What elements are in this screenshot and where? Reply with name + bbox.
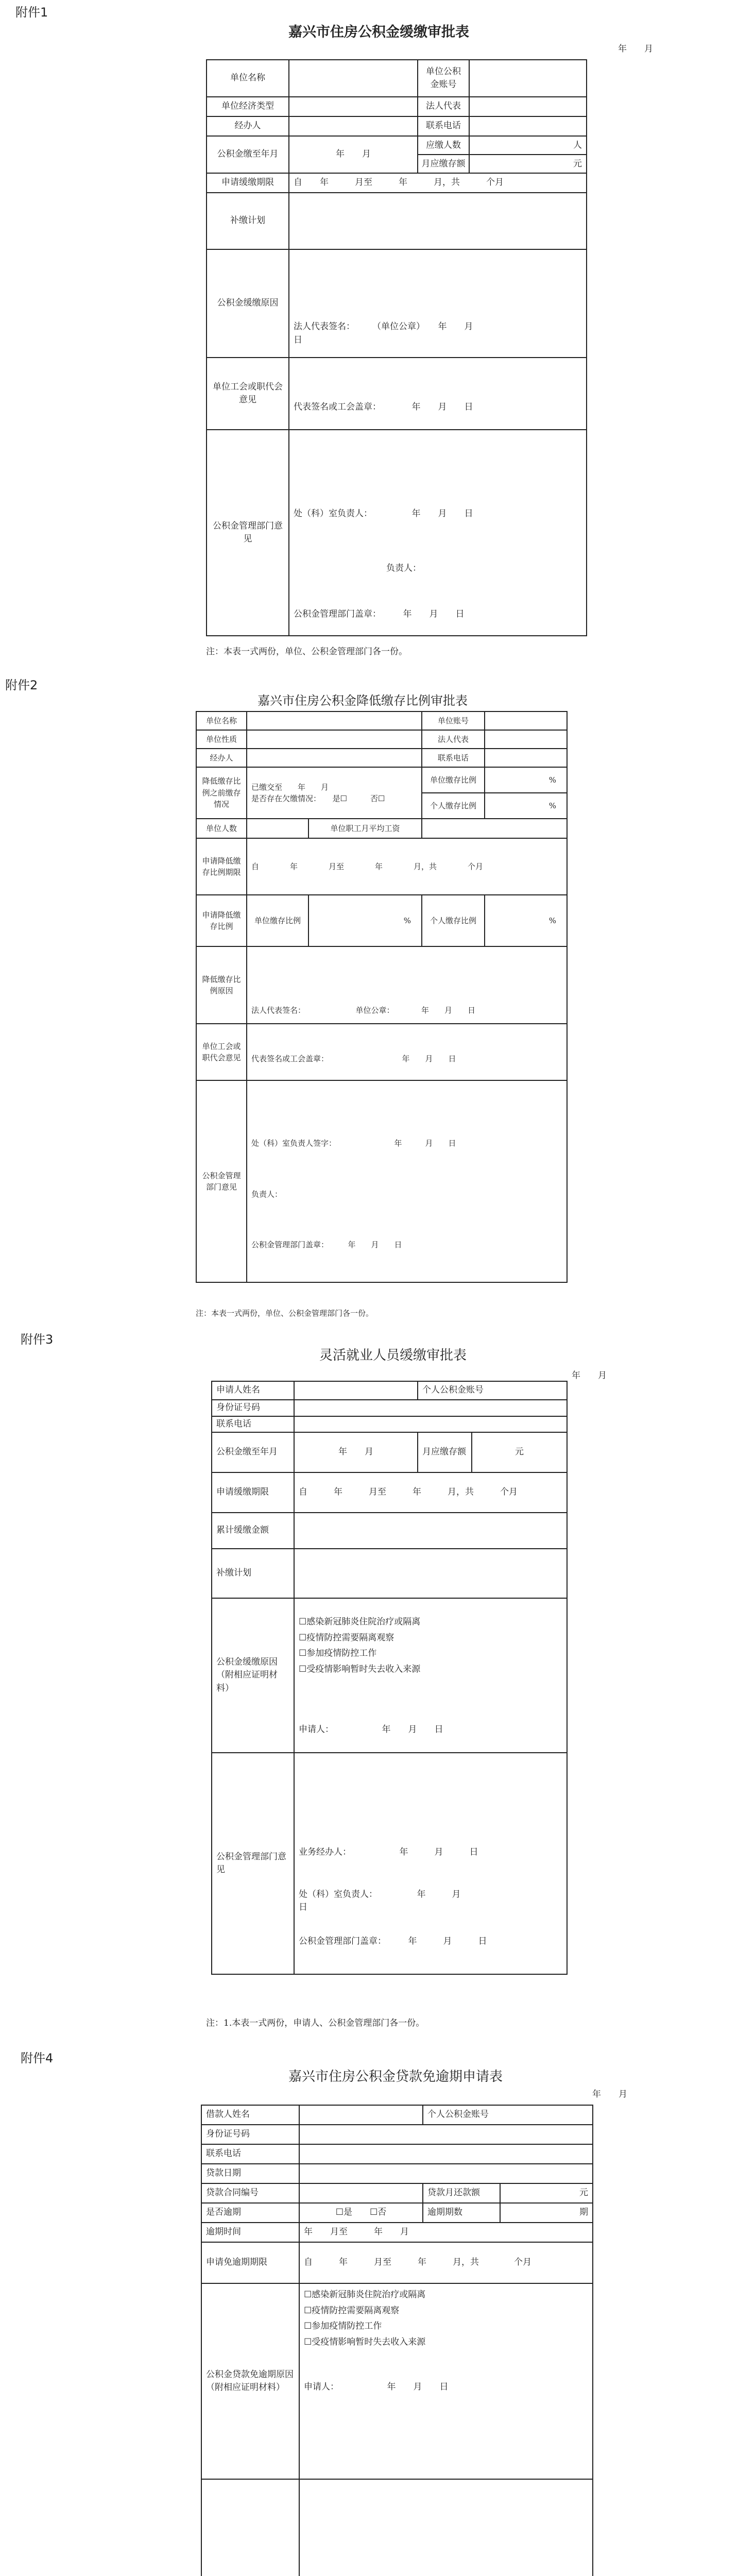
handler-label: 经办人	[207, 116, 289, 136]
attachment-4-label: 附件4	[21, 2051, 54, 2065]
applicant-label: 申请人姓名	[212, 1381, 294, 1400]
form-3-title: 灵活就业人员缓缴审批表	[319, 1348, 467, 1363]
form-1-title: 嘉兴市住房公积金缓缴审批表	[288, 24, 469, 40]
apply-personal-ratio-label: 个人缴存比例	[422, 895, 485, 946]
union-field[interactable]	[289, 358, 587, 430]
attachment-2-label: 附件2	[5, 678, 38, 692]
contract-label: 贷款合同编号	[201, 2183, 299, 2203]
union-signature: 代表签名或工会盖章： 年 月 日	[294, 401, 473, 412]
phone-field[interactable]	[469, 116, 587, 136]
legal-rep-label: 法人代表	[418, 97, 469, 116]
reason-option-4[interactable]: ☐受疫情影响暂时失去收入来源	[299, 1664, 421, 1674]
overdue-periods-label: 逾期期数	[423, 2203, 500, 2223]
phone-field[interactable]	[294, 1416, 567, 1433]
applicant-signature: 申请人： 年 月 日	[299, 1724, 443, 1735]
union-label: 单位工会或职代会意见	[207, 358, 289, 430]
avg-wage-label: 单位职工月平均工资	[308, 819, 422, 838]
monthly-repay-unit[interactable]: 元	[500, 2183, 593, 2203]
depositors-unit: 人	[470, 137, 586, 155]
arrears-amount-label: 累计缓缴金额	[212, 1513, 294, 1549]
center-stamp: 公积金管理部门盖章： 年 月 日	[251, 1240, 402, 1249]
legal-rep-field[interactable]	[469, 97, 587, 116]
form-2-table	[196, 711, 568, 1283]
phone-label: 联系电话	[201, 2144, 299, 2164]
monthly-repay-label: 贷款月还款额	[423, 2183, 500, 2203]
center-field[interactable]	[299, 2479, 593, 2576]
overdue-time-field[interactable]: 年 月至 年 月	[299, 2223, 593, 2242]
form-4-table	[201, 2105, 593, 2576]
overdue-time-label: 逾期时间	[201, 2223, 299, 2242]
reason-label: 公积金缓缴原因（附相应证明材料）	[212, 1598, 294, 1753]
reason-label: 公积金贷款免逾期原因（附相应证明材料）	[201, 2283, 299, 2479]
handler-label: 经办人	[196, 749, 247, 767]
phone-label: 联系电话	[212, 1416, 294, 1433]
form-2-note: 注：本表一式两份，单位、公积金管理部门各一份。	[196, 1309, 374, 1318]
center-day: 日	[299, 1902, 307, 1912]
period-field[interactable]: 自 年 月至 年 月，共 个月	[289, 173, 587, 193]
handler-field[interactable]	[247, 749, 422, 767]
reason-option-4[interactable]: ☐受疫情影响暂时失去收入来源	[304, 2336, 426, 2347]
form-4-title: 嘉兴市住房公积金贷款免逾期申请表	[288, 2069, 503, 2084]
apply-personal-ratio-field[interactable]	[485, 895, 567, 946]
fund-account-field[interactable]	[469, 60, 587, 97]
center-label: 公积金管理部门意见	[196, 1080, 247, 1282]
loan-date-field[interactable]	[299, 2164, 593, 2183]
reason-signature: 法人代表签名： 单位公章： 年 月 日	[251, 1005, 476, 1015]
reason-field	[294, 1598, 567, 1753]
union-label: 单位工会或职代会意见	[196, 1024, 247, 1080]
reason-label: 公积金缓缴原因	[207, 249, 289, 358]
center-head-sign: 负责人：	[251, 1189, 283, 1199]
attachment-1-label: 附件1	[15, 5, 48, 20]
borrower-field[interactable]	[299, 2105, 423, 2125]
paid-to-label: 公积金缴至年月	[207, 136, 289, 173]
phone-field[interactable]	[485, 749, 567, 767]
unit-name-field[interactable]	[247, 711, 422, 730]
overdue-options[interactable]: ☐是 ☐否	[299, 2203, 423, 2223]
period-label: 申请缓缴期限	[212, 1472, 294, 1513]
legal-rep-field[interactable]	[485, 730, 567, 749]
center-field[interactable]	[294, 1753, 567, 1974]
headcount-field[interactable]	[247, 819, 308, 838]
depositors-label: 应缴人数	[418, 137, 469, 155]
center-handler-sign: 业务经办人： 年 月 日	[299, 1847, 478, 1857]
fund-account-label: 单位公积金账号	[418, 60, 469, 97]
reason-day: 日	[294, 334, 302, 345]
personal-ratio-label: 个人缴存比例	[430, 801, 476, 810]
loan-date-label: 贷款日期	[201, 2164, 299, 2183]
legal-rep-label: 法人代表	[422, 730, 485, 749]
form-1-note: 注：本表一式两份，单位、公积金管理部门各一份。	[206, 647, 407, 657]
reason-field[interactable]	[289, 249, 587, 358]
arrears-amount-field[interactable]	[294, 1513, 567, 1549]
period-label: 申请免逾期期限	[201, 2242, 299, 2283]
unit-account-label: 单位账号	[422, 711, 485, 730]
contract-field[interactable]	[299, 2183, 423, 2203]
applicant-signature: 申请人： 年 月 日	[304, 2382, 449, 2393]
center-label	[201, 2479, 299, 2576]
center-head-sign: 负责人：	[386, 563, 421, 573]
form-2-title: 嘉兴市住房公积金降低缴存比例审批表	[258, 693, 468, 708]
monthly-amount-unit: 元	[573, 159, 582, 169]
monthly-label: 月应缴存额	[418, 1432, 472, 1472]
reason-option-1[interactable]: ☐感染新冠肺炎住院治疗或隔离	[304, 2290, 426, 2300]
center-section-head-sign: 处（科）室负责人： 年 月 日	[294, 509, 473, 519]
personal-account-label: 个人公积金账号	[418, 1381, 567, 1400]
reason-label: 降低缴存比例原因	[196, 946, 247, 1024]
form-3-table	[211, 1381, 568, 1975]
center-stamp: 公积金管理部门盖章： 年 月 日	[299, 1936, 487, 1946]
union-signature: 代表签名或工会盖章： 年 月 日	[251, 1054, 456, 1063]
phone-label: 联系电话	[418, 116, 469, 136]
form-1-table	[206, 59, 587, 636]
repay-plan-field[interactable]	[289, 193, 587, 249]
paid-to-text: 已缴交至 年 月	[251, 782, 329, 792]
unit-name-field[interactable]	[289, 60, 418, 97]
applicant-field[interactable]	[294, 1381, 418, 1400]
econ-type-field[interactable]	[289, 97, 418, 116]
apply-personal-pct: %	[548, 916, 556, 925]
apply-unit-ratio-field[interactable]	[308, 895, 422, 946]
center-label: 公积金管理部门意见	[207, 430, 289, 636]
center-field[interactable]	[289, 430, 587, 636]
repay-plan-label: 补缴计划	[212, 1549, 294, 1598]
period-label: 申请缓缴期限	[207, 173, 289, 193]
unit-name-label: 单位名称	[207, 60, 289, 97]
period-field[interactable]: 自 年 月至 年 月，共 个月	[247, 838, 567, 895]
pre-status-label: 降低缴存比例之前缴存情况	[196, 767, 247, 819]
reason-option-3[interactable]: ☐参加疫情防控工作	[299, 1648, 377, 1659]
period-label: 申请降低缴存比例期限	[196, 838, 247, 895]
form-1-date: 年 月	[618, 44, 653, 54]
center-stamp: 公积金管理部门盖章： 年 月 日	[294, 609, 465, 619]
monthly-amount-label: 月应缴存额	[421, 159, 466, 169]
reason-option-2[interactable]: ☐疫情防控需要隔离观察	[299, 1632, 394, 1643]
id-field[interactable]	[294, 1400, 567, 1416]
apply-ratio-label: 申请降低缴存比例	[196, 895, 247, 946]
avg-wage-field[interactable]	[422, 819, 567, 838]
form-3-note: 注：1.本表一式两份，申请人、公积金管理部门各一份。	[206, 2018, 425, 2028]
reason-option-2[interactable]: ☐疫情防控需要隔离观察	[304, 2305, 400, 2316]
union-field[interactable]	[247, 1024, 567, 1080]
unit-ratio-label: 单位缴存比例	[422, 768, 484, 793]
paid-to-field[interactable]: 年 月	[294, 1432, 418, 1472]
repay-plan-label: 补缴计划	[207, 193, 289, 249]
period-field[interactable]: 自 年 月至 年 月，共 个月	[299, 2242, 593, 2283]
reason-field[interactable]	[247, 946, 567, 1024]
econ-type-label: 单位经济类型	[207, 97, 289, 116]
phone-field[interactable]	[299, 2144, 593, 2164]
apply-unit-ratio-label: 单位缴存比例	[247, 895, 308, 946]
unit-nature-field[interactable]	[247, 730, 422, 749]
arrears-check[interactable]: 是否存在欠缴情况： 是☐ 否☐	[251, 794, 385, 803]
unit-name-label: 单位名称	[196, 711, 247, 730]
repay-plan-field[interactable]	[294, 1549, 567, 1598]
id-label: 身份证号码	[201, 2125, 299, 2144]
overdue-label: 是否逾期	[201, 2203, 299, 2223]
center-label: 公积金管理部门意见	[212, 1753, 294, 1974]
center-section-head-sign: 处（科）室负责人： 年 月	[299, 1889, 461, 1900]
phone-label: 联系电话	[422, 749, 485, 767]
id-label: 身份证号码	[212, 1400, 294, 1416]
period-field[interactable]: 自 年 月至 年 月，共 个月	[294, 1472, 567, 1513]
unit-ratio-pct: %	[485, 768, 567, 793]
overdue-periods-unit[interactable]: 期	[500, 2203, 593, 2223]
personal-ratio-pct: %	[548, 801, 556, 810]
handler-field[interactable]	[289, 116, 418, 136]
reason-signature: 法人代表签名： （单位公章） 年 月	[294, 321, 473, 332]
center-field[interactable]	[247, 1080, 567, 1282]
monthly-unit[interactable]: 元	[472, 1432, 567, 1472]
borrower-label: 借款人姓名	[201, 2105, 299, 2125]
paid-to-label: 公积金缴至年月	[212, 1432, 294, 1472]
id-field[interactable]	[299, 2125, 593, 2144]
unit-nature-label: 单位性质	[196, 730, 247, 749]
center-section-head-sign: 处（科）室负责人签字： 年 月 日	[251, 1139, 456, 1148]
reason-option-1[interactable]: ☐感染新冠肺炎住院治疗或隔离	[299, 1617, 421, 1627]
reason-field	[299, 2283, 593, 2479]
form-4-date: 年 月	[592, 2089, 627, 2099]
paid-to-field[interactable]: 年 月	[289, 136, 418, 173]
form-3-date: 年 月	[572, 1370, 607, 1381]
attachment-3-label: 附件3	[21, 1332, 54, 1347]
apply-unit-pct: %	[403, 916, 411, 925]
reason-option-3[interactable]: ☐参加疫情防控工作	[304, 2321, 382, 2332]
headcount-label: 单位人数	[196, 819, 247, 838]
personal-account-label: 个人公积金账号	[423, 2105, 593, 2125]
unit-account-field[interactable]	[485, 711, 567, 730]
